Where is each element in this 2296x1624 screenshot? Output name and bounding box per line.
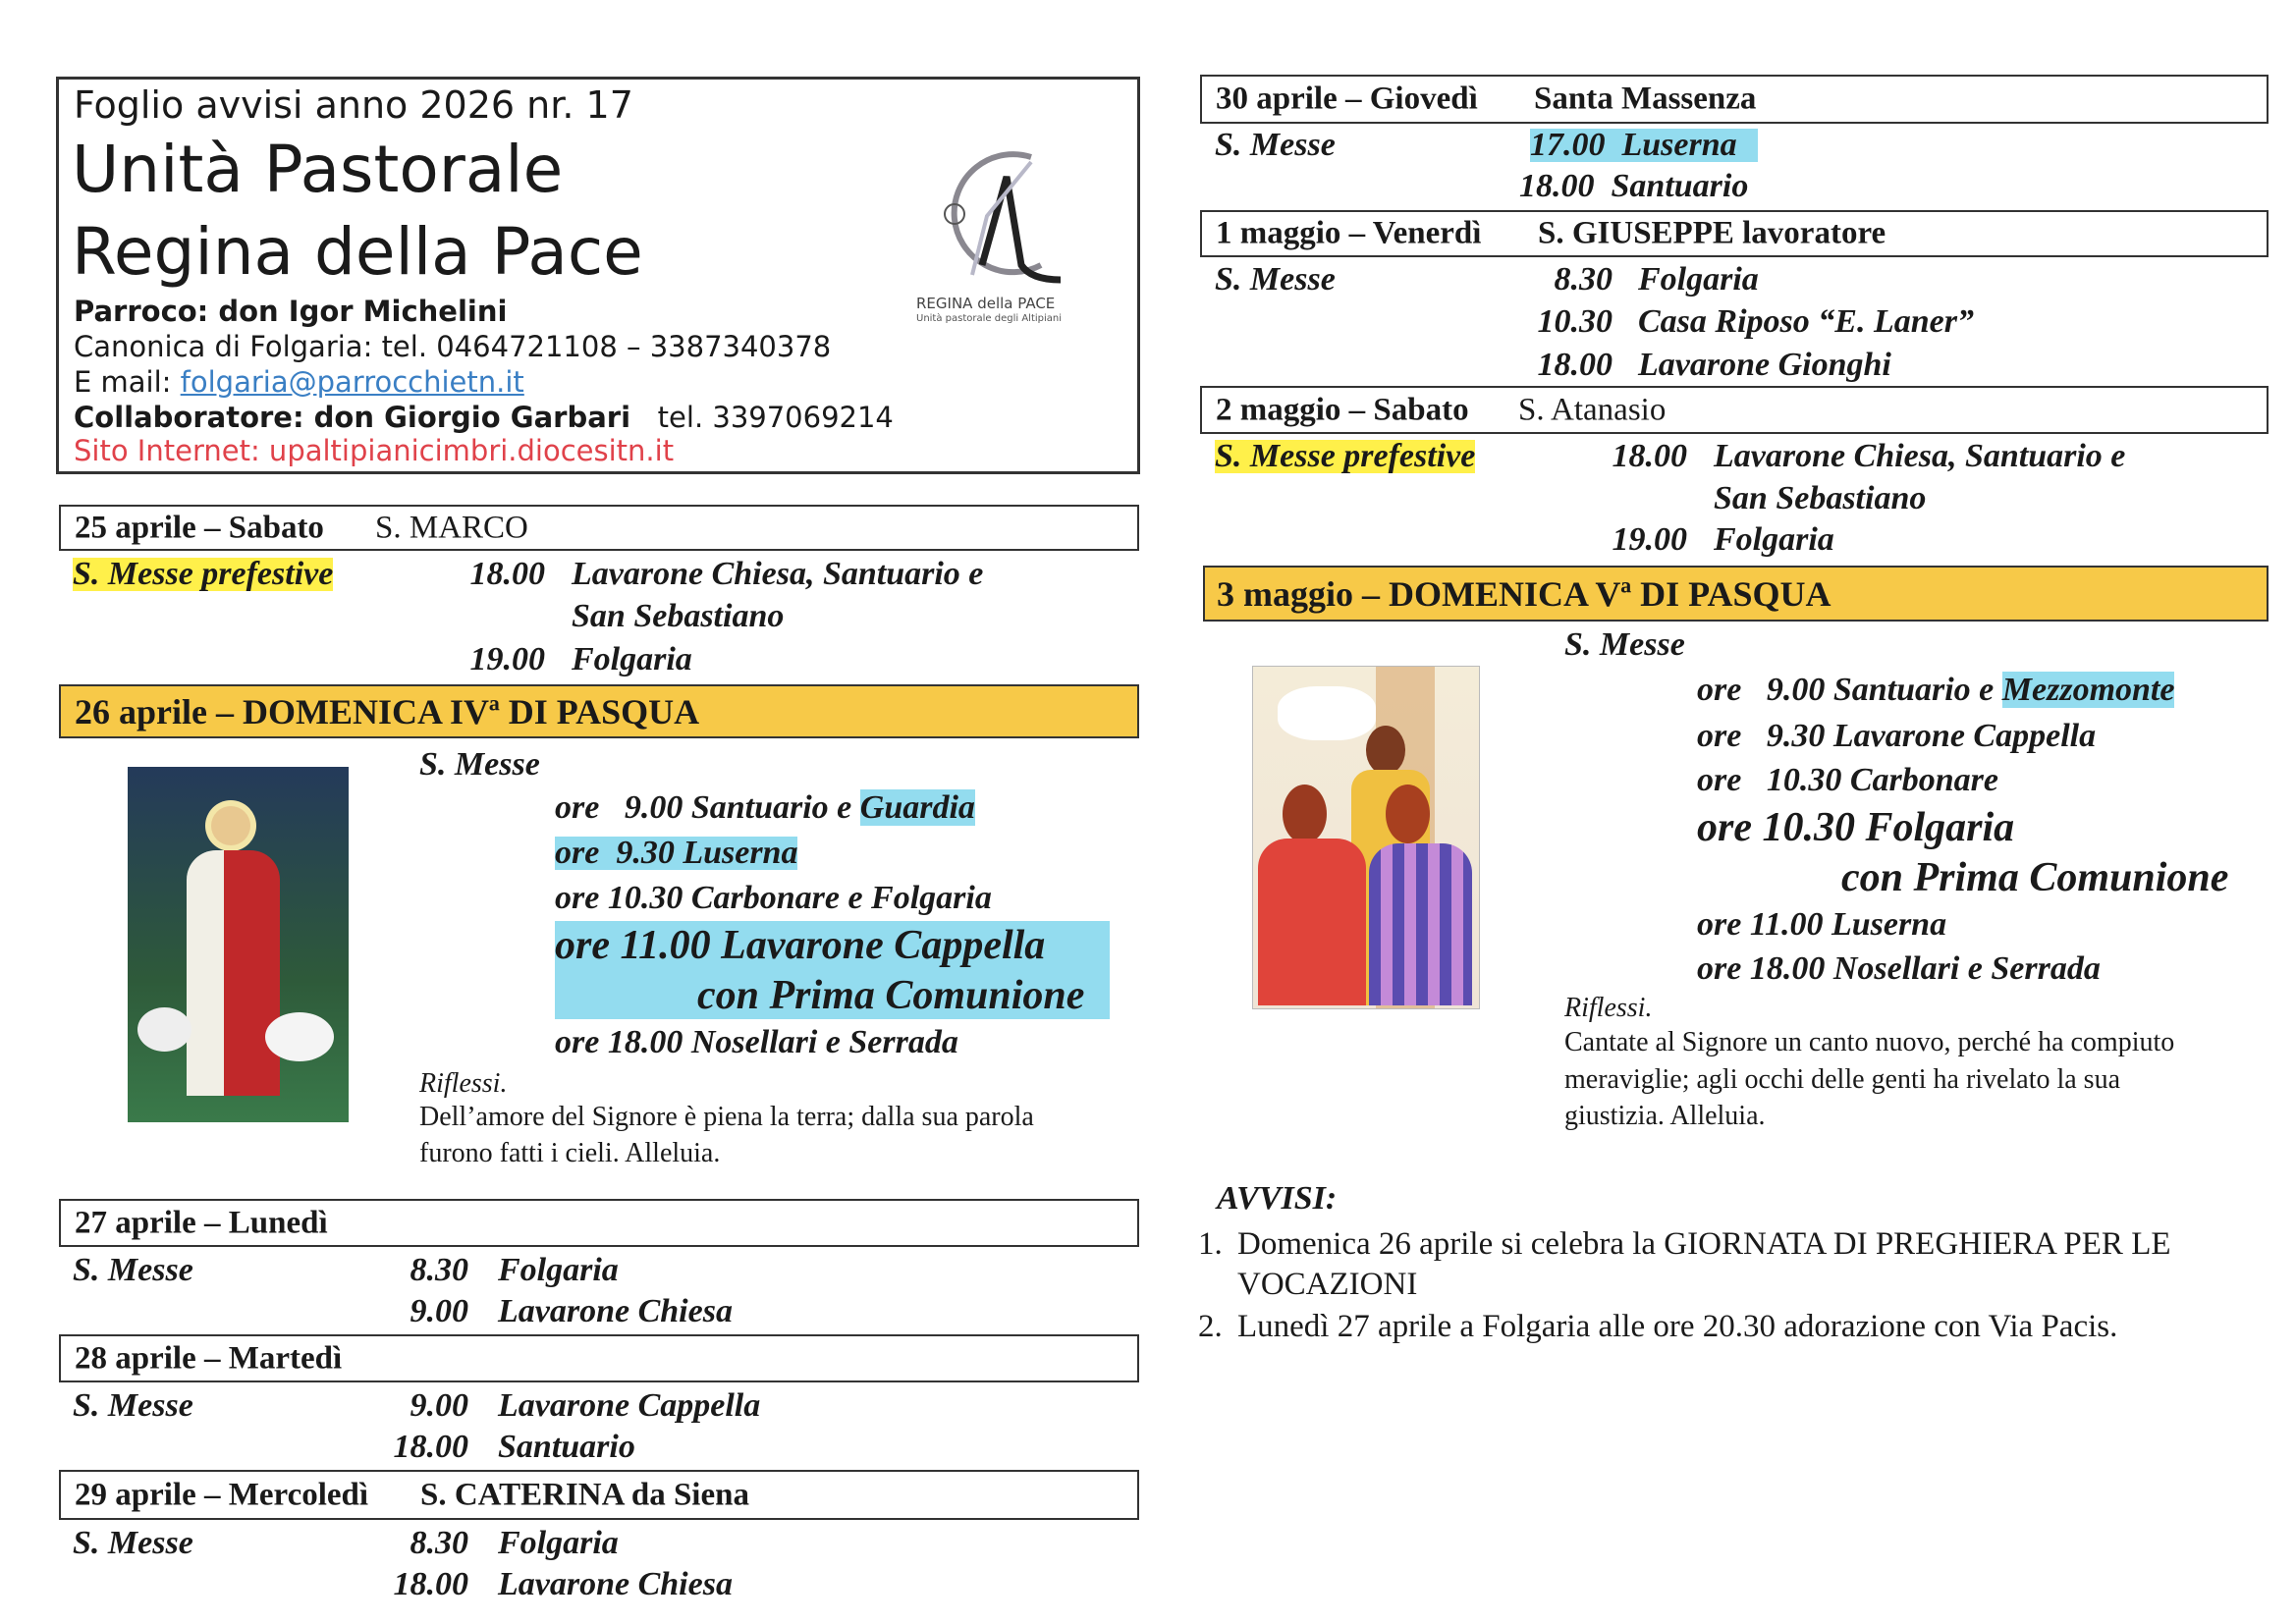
day-date: 26 aprile – DOMENICA IVª DI PASQUA <box>75 691 700 731</box>
mass-line <box>1519 170 1748 203</box>
mass-place: Lavarone Cappella <box>498 1387 761 1424</box>
mass-line <box>1697 720 2096 753</box>
logo-mark-icon <box>913 118 1070 295</box>
mass-line: ore 9.30 Luserna <box>555 835 798 871</box>
day-date: 25 aprile – Sabato <box>75 510 324 545</box>
mass-text: 9.30 Lavarone Cappella <box>1766 718 2097 754</box>
mass-line <box>1697 764 1998 797</box>
avvisi-text: Lunedì 27 aprile a Folgaria alle ore 20.30 adorazione con Via Pacis. <box>1237 1309 2118 1344</box>
mass-place: Folgaria <box>498 1252 619 1288</box>
collaboratore: Collaboratore: don Giorgio Garbari <box>74 401 631 434</box>
mass-text: 9.00 Santuario e <box>624 789 852 826</box>
collaboratore-row <box>74 401 894 434</box>
mass-label: S. Messe <box>1564 626 1685 663</box>
mass-place: Folgaria <box>498 1525 619 1561</box>
mass-line <box>1697 674 2174 707</box>
avvisi-text: VOCAZIONI <box>1237 1267 1418 1302</box>
avvisi-title: AVVISI: <box>1217 1180 1338 1217</box>
mass-line: ore 11.00 Lavarone Cappella <box>555 923 1046 968</box>
mass-place: Santuario <box>498 1429 635 1465</box>
highlight-place: Mezzomonte <box>2001 672 2175 708</box>
day-date: 28 aprile – Martedì <box>75 1340 343 1376</box>
email-label: E mail: <box>74 365 172 399</box>
reflection-text: furono fatti i cieli. Alleluia. <box>419 1138 721 1168</box>
mass-time: 8.30 <box>1554 261 1613 298</box>
reflection-text: Dell’amore del Signore è piena la terra; dalla sua parola <box>419 1102 1034 1132</box>
day-date: 3 maggio – DOMENICA Vª DI PASQUA <box>1217 573 1831 614</box>
day-date: 2 maggio – Sabato <box>1216 392 1469 427</box>
mass-label: S. Messe prefestive <box>1215 438 1476 474</box>
email-row <box>74 365 524 399</box>
day-saint: S. CATERINA da Siena <box>420 1477 749 1512</box>
mass-line <box>555 791 975 825</box>
mass-time: 17.00 <box>1530 127 1606 163</box>
email-link[interactable]: folgaria@parrocchietn.it <box>180 365 524 399</box>
day-header-apr30 <box>1200 75 2269 124</box>
mass-line: con Prima Comunione <box>697 973 1085 1018</box>
ore: ore <box>1697 762 1742 798</box>
mass-line: ore 10.30 Folgaria <box>1697 805 2015 850</box>
mass-place: Lavarone Gionghi <box>1638 347 1891 383</box>
mass-text: 10.30 Carbonare <box>1766 762 1998 798</box>
logo-subtitle: Unità pastorale degli Altipiani <box>916 313 1063 324</box>
mass-place: Lavarone Chiesa, Santuario e <box>572 556 984 592</box>
mass-place: Lavarone Chiesa <box>498 1293 733 1329</box>
mass-label: S. Messe <box>73 1387 193 1424</box>
logo <box>913 118 1070 334</box>
day-saint: S. GIUSEPPE lavoratore <box>1538 215 1886 251</box>
mass-time: 19.00 <box>1612 521 1687 558</box>
mass-time: 18.00 <box>393 1566 468 1602</box>
good-shepherd-image <box>128 767 349 1122</box>
mass-line: ore 18.00 Nosellari e Serrada <box>1697 950 2101 987</box>
reflection-text: meraviglie; agli occhi delle genti ha rivelato la sua <box>1564 1064 2121 1095</box>
avvisi-num: 1. <box>1198 1226 1223 1262</box>
logo-name: REGINA della PACE <box>916 295 1056 312</box>
mass-time: 19.00 <box>469 641 545 677</box>
day-date: 29 aprile – Mercoledì <box>75 1477 369 1512</box>
mass-place: Folgaria <box>1714 521 1834 558</box>
day-header-may1 <box>1200 210 2269 257</box>
apostles-illustration <box>1252 666 1480 1009</box>
mass-time: 8.30 <box>410 1525 468 1561</box>
day-header-may2 <box>1200 386 2269 434</box>
mass-place: Santuario <box>1611 168 1749 204</box>
mass-label: S. Messe <box>1215 261 1336 298</box>
day-header-may3 <box>1203 566 2269 622</box>
mass-label: S. Messe <box>73 1525 193 1561</box>
mass-label: S. Messe prefestive <box>73 556 334 592</box>
day-date: 30 aprile – Giovedì <box>1216 81 1478 117</box>
collaboratore-tel: tel. 3397069214 <box>657 401 894 434</box>
day-header-apr29 <box>59 1470 1139 1520</box>
mass-line-highlighted <box>1530 129 1758 162</box>
day-saint: Santa Massenza <box>1534 81 1757 117</box>
reflection-text: giustizia. Alleluia. <box>1564 1101 1766 1131</box>
day-header-apr25 <box>59 505 1139 551</box>
day-header-apr27 <box>59 1199 1139 1247</box>
mass-time: 18.00 <box>1612 438 1687 474</box>
mass-place: Casa Riposo “E. Laner” <box>1638 303 1974 340</box>
reflection-label: Riflessi. <box>419 1068 508 1099</box>
title-line1: Unità Pastorale <box>72 132 564 207</box>
mass-place: San Sebastiano <box>1714 480 1927 516</box>
reflection-label: Riflessi. <box>1564 993 1653 1023</box>
ore: ore <box>1697 672 1742 708</box>
mass-place: Lavarone Chiesa, Santuario e <box>1714 438 2126 474</box>
avvisi-text: Domenica 26 aprile si celebra la GIORNATA DI PREGHIERA PER LE <box>1237 1226 2171 1262</box>
mass-time: 18.00 <box>1537 347 1613 383</box>
day-saint: S. Atanasio <box>1518 392 1667 427</box>
mass-time: 10.30 <box>1537 303 1613 340</box>
mass-label: S. Messe <box>419 746 540 783</box>
day-header-apr26 <box>59 684 1139 738</box>
mass-time: 18.00 <box>393 1429 468 1465</box>
mass-place: Lavarone Chiesa <box>498 1566 733 1602</box>
day-date: 1 maggio – Venerdì <box>1216 215 1482 251</box>
mass-place: Folgaria <box>572 641 692 677</box>
mass-time: 8.30 <box>410 1252 468 1288</box>
mass-place: San Sebastiano <box>572 598 785 634</box>
day-saint: S. MARCO <box>375 510 528 545</box>
mass-time: 18.00 <box>469 556 545 592</box>
day-date: 27 aprile – Lunedì <box>75 1205 328 1240</box>
notice-number: Foglio avvisi anno 2026 nr. 17 <box>74 83 633 127</box>
mass-place: Luserna <box>1621 127 1737 163</box>
mass-time: 18.00 <box>1519 168 1595 204</box>
mass-line: con Prima Comunione <box>1841 855 2229 900</box>
avvisi-num: 2. <box>1198 1309 1223 1344</box>
mass-text: 9.00 Santuario e <box>1766 672 1995 708</box>
mass-label: S. Messe <box>73 1252 193 1288</box>
title-line2: Regina della Pace <box>72 214 643 290</box>
reflection-text: Cantate al Signore un canto nuovo, perché ha compiuto <box>1564 1027 2175 1057</box>
mass-time: 9.00 <box>410 1387 468 1424</box>
day-header-apr28 <box>59 1334 1139 1382</box>
ore: ore <box>555 789 600 826</box>
highlight-place: Guardia <box>859 789 975 826</box>
mass-label: S. Messe <box>1215 127 1336 163</box>
mass-line: ore 10.30 Carbonare e Folgaria <box>555 880 992 916</box>
parroco: Parroco: don Igor Michelini <box>74 295 508 328</box>
mass-line: ore 18.00 Nosellari e Serrada <box>555 1024 958 1060</box>
ore: ore <box>1697 718 1742 754</box>
site[interactable]: Sito Internet: upaltipianicimbri.diocesitn.it <box>74 434 675 467</box>
mass-time: 9.00 <box>410 1293 468 1329</box>
mass-place: Folgaria <box>1638 261 1759 298</box>
mass-line: ore 11.00 Luserna <box>1697 906 1947 943</box>
canonica: Canonica di Folgaria: tel. 0464721108 – 3387340378 <box>74 330 832 363</box>
